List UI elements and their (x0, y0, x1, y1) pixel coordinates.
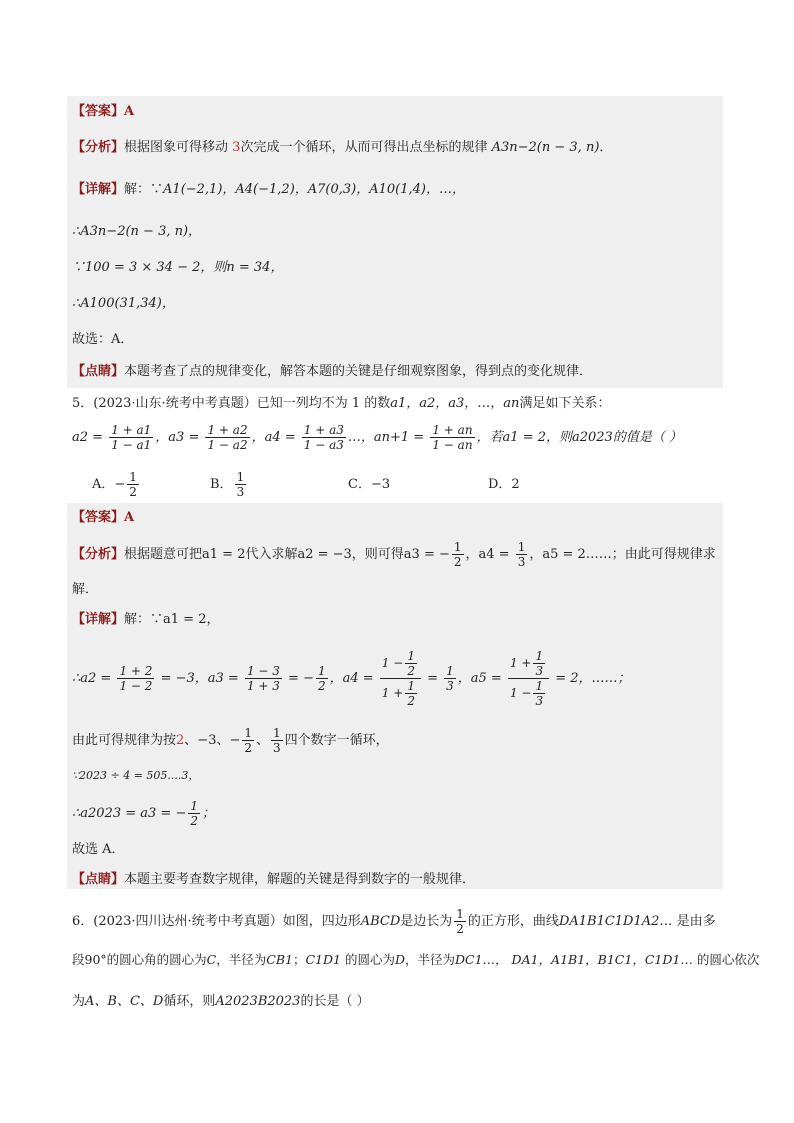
q5-analysis-row (72, 538, 716, 572)
q4-detail-tag: 【详解】 (72, 182, 125, 197)
q5-comment-tag: 【点睛】 (72, 872, 125, 887)
q6-line-1 (72, 906, 716, 938)
q5-rule-b: 、−3、− (184, 733, 241, 748)
q5-calc-a5-frac (508, 649, 549, 708)
q5-calc-a4-num-frac-den: 2 (407, 664, 415, 678)
q5-calc-a3-res-frac (316, 664, 328, 693)
q5-answer-row (72, 508, 134, 528)
q5-stem-seq: a1，a2，a3，…，an (390, 396, 520, 411)
q5-analysis-frac-half-den: 2 (453, 555, 462, 569)
q6-line2-f: 的圆心依次 (696, 952, 760, 967)
q6-line2-semicolon: ； (292, 952, 306, 967)
q6-line1-c: 的正方形，曲线 (467, 914, 559, 929)
q5-rel-an1-label: …，an+1 = (347, 430, 425, 445)
q6-line3-pts: A、B、C、D (85, 994, 164, 1009)
q5-frac-a1-den: 1 − a1 (111, 438, 152, 452)
q5-analysis-c: ，a5 = 2……；由此可得规律求 (529, 547, 716, 562)
q6-line2-dd: D (394, 952, 405, 967)
q5-rule-frac-half (242, 726, 254, 755)
q5-frac-a2-num: 1 + a2 (207, 423, 248, 437)
q4-detail-row (72, 180, 465, 200)
q5-calc-a5-den-frac-num: 1 (535, 679, 544, 693)
q6-line1-d: 是由多 (676, 914, 716, 929)
q4-comment-row (72, 362, 592, 382)
q5-rel-cond: ，若a1 = 2，则a2023的值是（ ） (476, 430, 682, 445)
q5-calc-a4-den (380, 679, 421, 708)
q5-option-c[interactable]: C．−3 (348, 477, 391, 492)
q5-div-line: ∵2023 ÷ 4 = 505....3， (72, 769, 200, 782)
q6-line1-abcd: ABCD (360, 914, 401, 929)
q5-option-a-label: A．− (92, 477, 126, 492)
q5-calc-a5-den-pre: 1 − (509, 686, 532, 700)
q5-rule-c: 四个数字一循环， (284, 733, 389, 748)
q5-calc-a4-res-den: 3 (446, 679, 454, 693)
q5-option-a[interactable] (92, 466, 141, 504)
q5-analysis-tag: 【分析】 (72, 547, 125, 562)
q5-calc-row (72, 644, 631, 714)
q4-detail-intro: 解：∵ (124, 182, 164, 197)
q5-option-b-num: 1 (236, 470, 245, 484)
q4-comment: 本题考查了点的规律变化，解答本题的关键是仔细观察图象，得到点的变化规律． (124, 364, 593, 379)
q5-frac-a1-num: 1 + a1 (111, 423, 152, 437)
q5-result-frac (188, 799, 200, 828)
q5-analysis-frac-half (452, 540, 464, 569)
q5-option-d[interactable]: D．2 (488, 477, 520, 492)
q5-rule-frac-third (271, 726, 283, 755)
q4-comment-tag: 【点睛】 (72, 364, 125, 379)
q5-calc-a5-num-frac (533, 649, 545, 678)
q5-rule-frac-half-den: 2 (244, 741, 252, 755)
q5-analysis-a: 根据题意可把a1 = 2代入求解a2 = −3，则可得a3 = − (124, 547, 450, 562)
q5-calc-a5-den (508, 679, 549, 708)
q6-line2-dc1: DC1…， (455, 952, 508, 967)
q5-calc-a4-den-pre: 1 + (381, 686, 404, 700)
q5-frac-a2-den: 1 − a2 (207, 438, 248, 452)
q5-stem-b: 满足如下关系： (519, 396, 611, 411)
q5-frac-an-den: 1 − an (432, 438, 473, 452)
q5-calc-a3-den: 1 + 3 (246, 679, 280, 693)
q5-calc-a4-num (380, 649, 421, 679)
q5-calc-a4-num-frac-num: 1 (407, 649, 415, 663)
q5-option-a-frac (127, 470, 139, 499)
q5-calc-a2-frac (117, 664, 154, 693)
q6-line2-a: 段90°的圆心角的圆心为 (72, 952, 207, 967)
q5-calc-a3-res-num: 1 (317, 664, 326, 678)
q5-calc-a2-label: ∴a2 = (72, 671, 112, 686)
q4-analysis-num: 3 (232, 140, 241, 155)
q6-line2-b: ，半径为 (216, 952, 267, 967)
q6-line-2 (72, 950, 759, 970)
q5-calc-a3-frac (245, 664, 282, 693)
q6-line2-cb1: CB1 (266, 952, 293, 967)
q5-calc-a5-num-frac-num: 1 (535, 649, 544, 663)
q5-analysis-frac-half-num: 1 (453, 540, 462, 554)
q5-detail-row (72, 610, 219, 630)
q5-rule-a: 由此可得规律为按 (72, 733, 177, 748)
q6-line-3 (72, 992, 370, 1012)
q5-calc-a4-res-num: 1 (446, 664, 454, 678)
q5-frac-a2 (205, 423, 249, 452)
q5-calc-a2-res: = −3，a3 = (160, 671, 239, 686)
q5-result-frac-num: 1 (190, 799, 198, 813)
q5-calc-a5-num-frac-den: 3 (535, 664, 544, 678)
q5-rule-row (72, 724, 389, 758)
q5-option-b-frac (235, 470, 247, 499)
q5-calc-a5-num-pre: 1 + (509, 656, 532, 670)
q5-calc-a5-res: = 2，……； (555, 671, 631, 686)
q5-frac-a3-den: 1 − a3 (303, 438, 344, 452)
q4-analysis-tag: 【分析】 (72, 140, 125, 155)
q5-option-b[interactable] (210, 466, 248, 504)
q5-calc-a4-frac (380, 649, 421, 708)
q4-line-4: ∴A100(31,34)， (72, 296, 175, 311)
q6-line2-arc: C1D1 (305, 952, 341, 967)
q5-frac-a3 (302, 423, 346, 452)
q5-frac-a3-num: 1 + a3 (303, 423, 344, 437)
q5-analysis-frac-third-num: 1 (517, 540, 526, 554)
q5-choose: 故选 A． (72, 842, 125, 857)
q5-detail-intro: 解：∵a1 = 2， (124, 612, 220, 627)
q5-frac-an (430, 423, 474, 452)
q5-option-b-label: B． (210, 477, 233, 492)
q6-line2-d: 的圆心为 (344, 952, 395, 967)
q5-rule-frac-third-num: 1 (273, 726, 281, 740)
q5-rel-a2-label: a2 = (72, 430, 104, 445)
q6-line3-b: 循环，则 (163, 994, 216, 1009)
q5-comment-row (72, 870, 475, 890)
q5-calc-a3-num: 1 − 3 (246, 664, 280, 678)
q5-rel-a4-label: ，a4 = (251, 430, 296, 445)
q4-analysis-text-b: 次完成一个循环，从而可得出点坐标的规律 (240, 140, 488, 155)
q5-calc-a4-den-frac-num: 1 (407, 679, 415, 693)
q5-result-end: ； (201, 806, 215, 821)
q6-line1-frac (454, 907, 466, 936)
q4-line-3: ∵100 = 3 × 34 − 2，则n = 34， (72, 260, 284, 275)
q4-analysis-row: 【分析】根据图象可得移动 3次完成一个循环，从而可得出点坐标的规律 A3n−2(n − 3, n)． (72, 140, 613, 155)
q5-option-b-den: 3 (236, 485, 245, 499)
q5-calc-a2-num: 1 + 2 (119, 664, 153, 678)
q5-answer: A (124, 510, 135, 525)
q6-line3-a: 为 (72, 994, 86, 1009)
q6-line1-frac-num: 1 (456, 907, 464, 921)
q5-calc-a3-res: = − (288, 671, 314, 686)
q4-answer-row (72, 102, 134, 122)
q5-frac-an-num: 1 + an (432, 423, 473, 437)
q5-analysis-b: ，a4 = (465, 547, 510, 562)
q4-analysis-text-a: 根据图象可得移动 (124, 140, 229, 155)
q6-line2-arcs: DA1，A1B1，B1C1，C1D1… (511, 952, 693, 967)
q5-calc-a5-label: ，a5 = (457, 671, 502, 686)
q6-line1-curve: DA1B1C1D1A2… (558, 914, 673, 929)
q5-stem-row (72, 394, 610, 414)
q5-rule-frac-third-den: 3 (273, 741, 281, 755)
q5-calc-a4-num-pre: 1 − (381, 656, 404, 670)
q5-calc-a4-den-frac (405, 679, 417, 708)
q5-comment: 本题主要考查数字规律，解题的关键是得到数字的一般规律． (124, 872, 476, 887)
q5-calc-a4-eq: = (427, 671, 438, 686)
q4-line-5: 故选：A． (72, 332, 134, 347)
q6-line1-b: 是边长为 (400, 914, 453, 929)
q6-line3-arc: A2023B2023 (215, 994, 301, 1009)
q5-result-frac-den: 2 (190, 814, 198, 828)
q5-calc-a5-num (508, 649, 549, 679)
q4-line-2: ∴A3n−2(n − 3, n)， (72, 224, 202, 239)
q5-stem-a: 5．(2023·山东·统考中考真题）已知一列均不为 1 的数 (72, 396, 391, 411)
q5-frac-a1 (109, 423, 153, 452)
q6-line3-c: 的长是（ ） (300, 994, 370, 1009)
q5-calc-a5-den-frac (533, 679, 545, 708)
q5-result-text: ∴a2023 = a3 = − (72, 806, 187, 821)
q5-answer-tag: 【答案】 (72, 510, 125, 525)
q5-result-row (72, 796, 215, 832)
q5-calc-a4-num-frac (405, 649, 417, 678)
q5-rel-a3-label: ，a3 = (155, 430, 200, 445)
q5-calc-a2-den: 1 − 2 (119, 679, 153, 693)
q6-line1-a: 6．(2023·四川达州·统考中考真题）如图，四边形 (72, 914, 361, 929)
q4-answer-tag: 【答案】 (72, 104, 125, 119)
q4-analysis-formula: A3n−2(n − 3, n) (491, 140, 600, 155)
q4-answer: A (124, 104, 135, 119)
q5-rule-sep: 、 (256, 733, 270, 748)
q5-analysis-frac-third (516, 540, 528, 569)
q5-rule-two: 2 (176, 733, 185, 748)
q6-line2-e: ，半径为 (405, 952, 456, 967)
q5-calc-a5-den-frac-den: 3 (535, 694, 544, 708)
q5-option-a-den: 2 (129, 485, 137, 499)
q5-relations-row (72, 418, 682, 458)
q5-analysis-frac-third-den: 3 (517, 555, 526, 569)
q5-calc-a4-den-frac-den: 2 (407, 694, 415, 708)
q5-option-a-num: 1 (129, 470, 137, 484)
q5-calc-a3-res-den: 2 (317, 679, 326, 693)
q6-line1-frac-den: 2 (456, 922, 464, 936)
q5-rule-frac-half-num: 1 (244, 726, 252, 740)
q6-line2-c: C (206, 952, 217, 967)
q5-detail-tag: 【详解】 (72, 612, 125, 627)
q4-detail-points: A1(−2,1)，A4(−1,2)，A7(0,3)，A10(1,4)，…， (163, 182, 465, 197)
q5-calc-a4-res-frac (444, 664, 456, 693)
q5-calc-a4-label: ，a4 = (329, 671, 374, 686)
q5-analysis-d: 解． (72, 582, 99, 597)
